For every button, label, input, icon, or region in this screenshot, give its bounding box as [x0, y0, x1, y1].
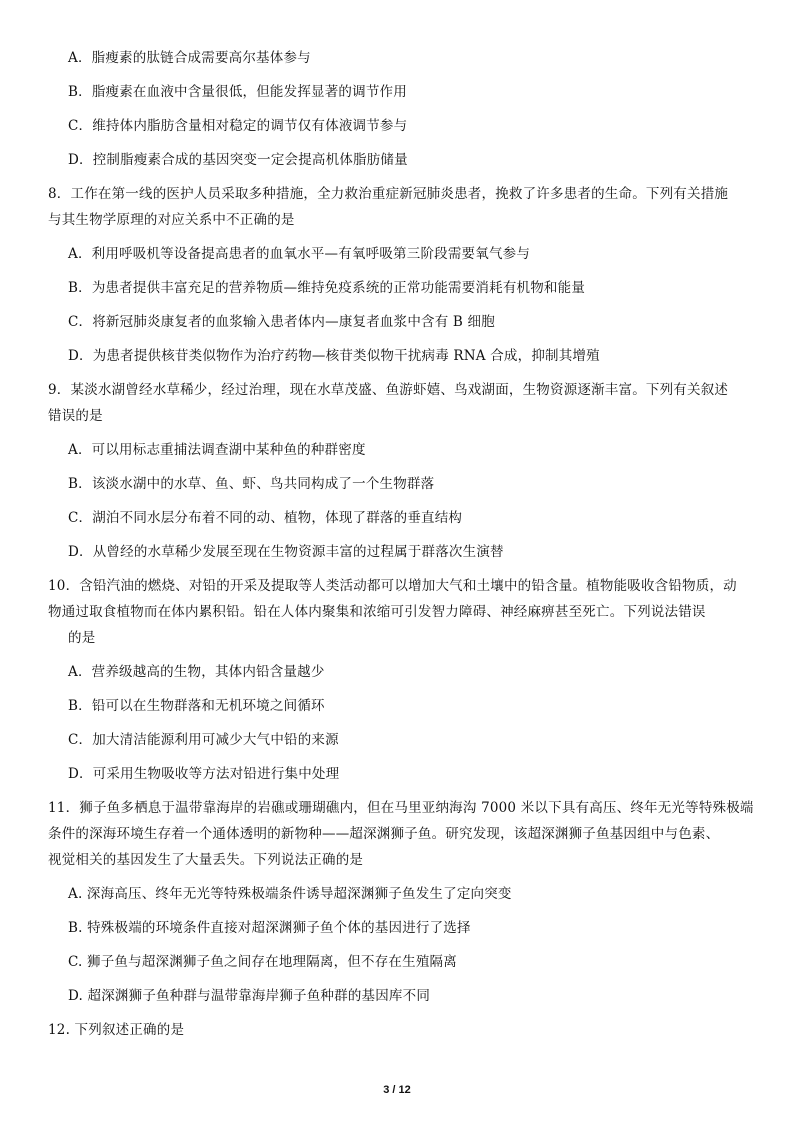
- q11-stem: 11．狮子鱼多栖息于温带靠海岸的岩礁或珊瑚礁内，但在马里亚纳海沟 7000 米以下具有高压、终年无光等特殊极端: [48, 800, 754, 816]
- q9-stem-cont: 错误的是: [48, 408, 103, 424]
- q10-stem: 10．含铅汽油的燃烧、对铅的开采及提取等人类活动都可以增加大气和土壤中的铅含量。植物能吸收含铅物质，动: [48, 578, 737, 594]
- q7-option-d: D．控制脂瘦素合成的基因突变一定会提高机体脂肪储量: [68, 152, 408, 168]
- q8-option-b: B．为患者提供丰富充足的营养物质—维持免疫系统的正常功能需要消耗有机物和能量: [68, 280, 586, 296]
- q10-option-a: A．营养级越高的生物，其体内铅含量越少: [68, 664, 325, 680]
- q11-option-d: D. 超深渊狮子鱼种群与温带靠海岸狮子鱼种群的基因库不同: [68, 988, 431, 1004]
- q10-stem-cont-1: 物通过取食植物而在体内累积铅。铅在人体内聚集和浓缩可引发智力障碍、神经麻痹甚至死亡。下列说法错误: [48, 604, 706, 620]
- q11-stem-cont-2: 视觉相关的基因发生了大量丢失。下列说法正确的是: [48, 852, 364, 868]
- q8-option-d: D．为患者提供核苷类似物作为治疗药物—核苷类似物干扰病毒 RNA 合成，抑制其增殖: [68, 348, 600, 364]
- q9-option-c: C．湖泊不同水层分布着不同的动、植物，体现了群落的垂直结构: [68, 510, 463, 526]
- q10-option-b: B．铅可以在生物群落和无机环境之间循环: [68, 698, 325, 714]
- q7-option-c: C．维持体内脂肪含量相对稳定的调节仅有体液调节参与: [68, 118, 408, 134]
- q9-option-a: A．可以用标志重捕法调查湖中某种鱼的种群密度: [68, 442, 366, 458]
- q8-stem: 8．工作在第一线的医护人员采取多种措施，全力救治重症新冠肺炎患者，挽救了许多患者的生命。下列有关措施: [48, 186, 729, 202]
- page-number: 3 / 12: [383, 1084, 411, 1096]
- q8-stem-cont: 与其生物学原理的对应关系中不正确的是: [48, 212, 295, 228]
- q10-option-c: C．加大清洁能源利用可减少大气中铅的来源: [68, 732, 339, 748]
- q11-option-a: A. 深海高压、终年无光等特殊极端条件诱导超深渊狮子鱼发生了定向突变: [68, 886, 512, 902]
- q11-option-c: C. 狮子鱼与超深渊狮子鱼之间存在地理隔离，但不存在生殖隔离: [68, 954, 457, 970]
- q9-option-d: D．从曾经的水草稀少发展至现在生物资源丰富的过程属于群落次生演替: [68, 544, 504, 560]
- q7-option-a: A．脂瘦素的肽链合成需要高尔基体参与: [68, 50, 311, 66]
- q11-option-b: B. 特殊极端的环境条件直接对超深渊狮子鱼个体的基因进行了选择: [68, 920, 471, 936]
- q12-stem: 12. 下列叙述正确的是: [48, 1022, 185, 1038]
- q9-stem: 9．某淡水湖曾经水草稀少，经过治理，现在水草茂盛、鱼游虾嬉、鸟戏湖面，生物资源逐渐丰富。下列有关叙述: [48, 382, 729, 398]
- q8-option-a: A．利用呼吸机等设备提高患者的血氧水平—有氧呼吸第三阶段需要氧气参与: [68, 246, 531, 262]
- q10-stem-cont-2: 的是: [68, 630, 96, 646]
- q11-stem-cont-1: 条件的深海环境生存着一个通体透明的新物种——超深渊狮子鱼。研究发现，该超深渊狮子鱼基因组中与色素、: [48, 826, 720, 842]
- q9-option-b: B．该淡水湖中的水草、鱼、虾、鸟共同构成了一个生物群落: [68, 476, 435, 492]
- q8-option-c: C．将新冠肺炎康复者的血浆输入患者体内—康复者血浆中含有 B 细胞: [68, 314, 495, 330]
- q10-option-d: D．可采用生物吸收等方法对铅进行集中处理: [68, 766, 340, 782]
- q7-option-b: B．脂瘦素在血液中含量很低，但能发挥显著的调节作用: [68, 84, 407, 100]
